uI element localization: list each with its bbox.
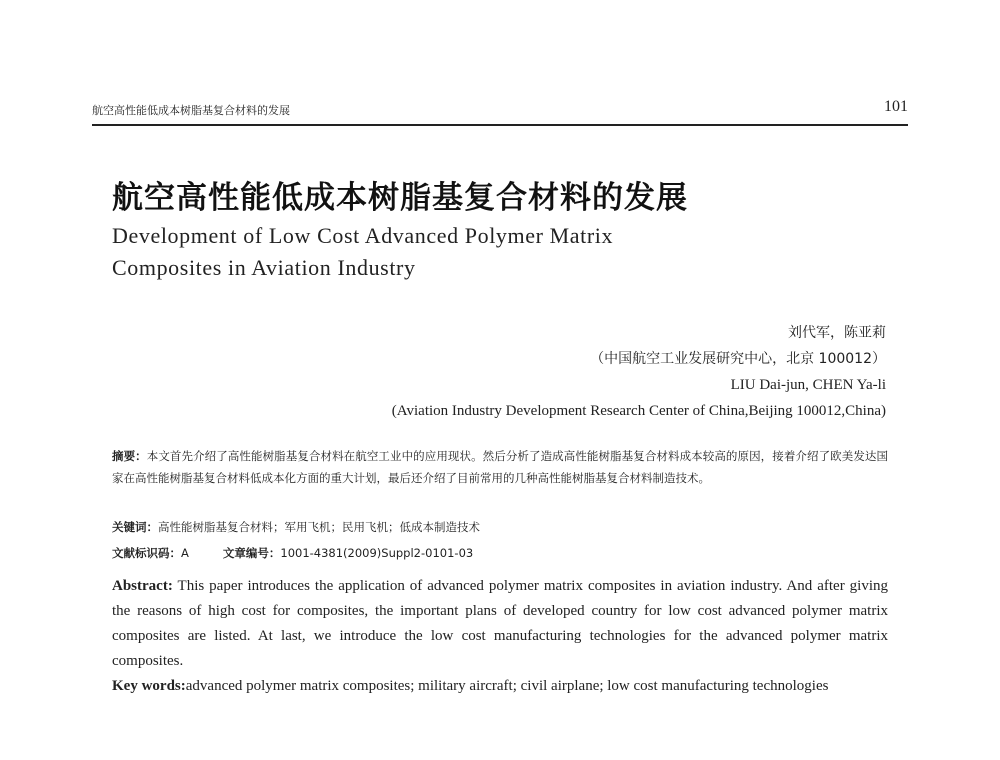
page-number: 101	[884, 98, 908, 115]
document-codes	[112, 545, 473, 561]
article-number-value: 1001-4381(2009)Suppl2-0101-03	[280, 546, 474, 560]
abstract-english-paragraph	[112, 574, 888, 674]
title-english-line-1: Development of Low Cost Advanced Polymer Matrix	[112, 223, 614, 248]
page-header	[92, 98, 908, 122]
keywords-english-paragraph	[112, 674, 888, 699]
title-english	[112, 220, 613, 284]
abstract-chinese	[112, 445, 888, 489]
abstract-chinese-label: 摘要：	[112, 449, 147, 463]
doc-code-label: 文献标识码：	[112, 546, 181, 560]
abstract-chinese-text: 本文首先介绍了高性能树脂基复合材料在航空工业中的应用现状。然后分析了造成高性能树脂基复合材料成本较高的原因，接着介绍了欧美发达国家在高性能树脂基复合材料低成本化方面的重大计划，最后还介绍了目前常用的几种高性能树脂基复合材料制造技术。	[112, 449, 888, 485]
authors-english: LIU Dai-jun, CHEN Ya-li	[730, 377, 886, 393]
keywords-english-text: advanced polymer matrix composites; military aircraft; civil airplane; low cost manufacturing technologies	[185, 678, 829, 694]
doc-code-value: A	[181, 546, 189, 560]
keywords-chinese-text: 高性能树脂基复合材料；军用飞机；民用飞机；低成本制造技术	[158, 520, 480, 534]
title-chinese: 航空高性能低成本树脂基复合材料的发展	[112, 180, 688, 216]
running-title: 航空高性能低成本树脂基复合材料的发展	[92, 104, 290, 117]
author-block	[392, 320, 886, 424]
header-rule	[92, 124, 908, 126]
abstract-english-label: Abstract:	[112, 578, 173, 594]
affiliation-chinese: （中国航空工业发展研究中心，北京 100012）	[590, 351, 886, 367]
keywords-chinese-label: 关键词：	[112, 520, 158, 534]
abstract-english-text: This paper introduces the application of advanced polymer matrix composites in aviation industry. And after giving the reasons of high cost for composites, the important plans of developed country for low cost advanced polymer matrix composites are listed. At last, we introduce the low cost manufacturing technologies for the advanced polymer matrix composites.	[112, 578, 888, 669]
article-number-label: 文章编号：	[222, 546, 281, 560]
abstract-english	[112, 574, 888, 699]
title-english-line-2: Composites in Aviation Industry	[112, 255, 416, 280]
keywords-chinese	[112, 519, 480, 535]
keywords-english-label: Key words:	[112, 678, 186, 694]
authors-chinese: 刘代军，陈亚莉	[788, 325, 886, 341]
affiliation-english: (Aviation Industry Development Research Center of China,Beijing 100012,China)	[391, 403, 886, 419]
